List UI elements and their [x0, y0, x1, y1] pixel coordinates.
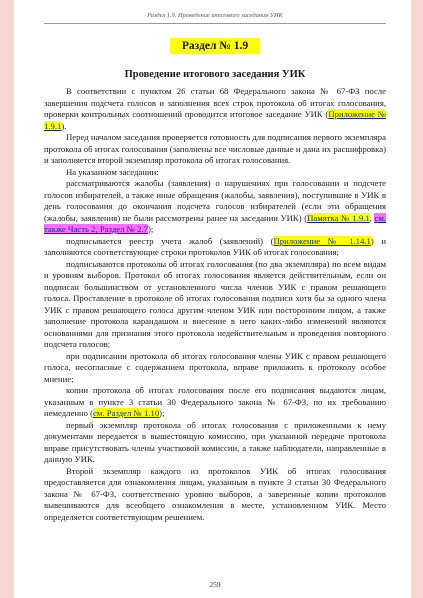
- paragraph-10: Второй экземпляр каждого из протоколов УИК об итогах голосования предоставляется для ознакомления лицам, указанным в пункте 3 статьи 30 Федерального закона № 67-ФЗ, соответственно уровню выборов, а заверенные копии протоколов вывешиваются для всеобщего ознакомления в месте, установленном УИК. Место определяется соответствующим решением.: [44, 465, 386, 522]
- text-run: );: [147, 224, 154, 234]
- paragraph-3: На указанном заседании:: [66, 166, 159, 177]
- paragraph-5: [44, 236, 386, 259]
- text-run: копии протокола об итогах голосования после его подписания выдаются лицам, указанным в пункте 3 статьи 30 Федерального закона № 67-ФЗ, по их требованию немедленно (: [44, 385, 386, 418]
- page-number: 259: [209, 580, 221, 589]
- link-part-2-section-2-7[interactable]: см. также Часть 2, Раздел № 2.7: [44, 212, 387, 234]
- link-memo-1-9-1[interactable]: Памятка № 1.9.1: [307, 212, 370, 223]
- paragraph-8: [44, 385, 386, 420]
- text-run: рассматриваются жалобы (заявления) о нарушениях при голосовании и подсчете голосов избирателей, а также иные обращения (жалобы, заявления), поступившие в УИК в день голосования до окончания подсчета голосов избирателей (если эти обращения (жалобы, заявления) не были рассмотрены ранее на заседании УИК) (: [44, 178, 386, 223]
- paragraph-7: при подписании протокола об итогах голосования члены УИК с правом решающего голоса, несогласные с содержанием протокола, вправе приложить к протоколу особое мнение;: [44, 350, 386, 384]
- link-section-1-10[interactable]: см. Раздел № 1.10: [93, 408, 160, 418]
- document-heading: Проведение итогового заседания УИК: [124, 69, 306, 80]
- right-margin-bar: [411, 0, 423, 598]
- left-margin-bar: [0, 0, 14, 598]
- section-title: [44, 36, 386, 54]
- paragraph-4: [44, 178, 386, 236]
- section-label: Раздел № 1.9: [170, 38, 260, 54]
- paragraph-9: первый экземпляр протокола об итогах голосования с приложенными к нему документами передается в вышестоящую комиссию, при указанной передаче протокола вправе присутствовать члены участковой комиссии, а также наблюдатели, направленные в данную УИК.: [44, 419, 386, 464]
- header-rule: [44, 23, 386, 24]
- paragraph-6: подписываются протоколы об итогах голосования (по два экземпляра) по всем видам и уровням выборов. Протокол об итогах голосования является действительным, если он подписан большинством от установленного числа членов УИК с правом решающего голоса. Проставление в протоколе об итогах голосования подписи хотя бы за одного члена УИК с правом решающего голоса другим членом УИК или посторонним лицом, а также заполнение протокола карандашом и внесение в него каких-либо изменений являются основаниями для признания этого протокола недействительным и проведения повторного подсчета голосов;: [44, 258, 386, 349]
- text-run: ) и заполняются соответствующие строки протоколов УИК об итогах голосования;: [44, 235, 386, 257]
- paragraph-1: [44, 86, 386, 132]
- text-run: ,: [369, 212, 375, 223]
- text-run: ).: [61, 120, 67, 131]
- running-header: Раздел 1.9. Проведение итогового заседания УИК: [147, 12, 283, 19]
- document-page: [44, 0, 386, 598]
- link-appendix-1-14-1[interactable]: Приложение № 1.14.1: [273, 235, 371, 246]
- body-text: [44, 86, 386, 523]
- link-appendix-1-9-1[interactable]: Приложение № 1.9.1: [44, 109, 386, 131]
- text-run: В соответствии с пунктом 26 статьи 68 Федерального закона № 67-ФЗ после завершения подсчета голосов и заполнения всех строк протокола об итогах голосования, проверки контрольных соотношений проводится итоговое заседание УИК (: [44, 86, 386, 119]
- paragraph-2: Перед началом заседания проверяется готовность для подписания первого экземпляра протокола об итогах голосования (заполнены все числовые данные и дана их расшифровка) и заполняется второй экземпляр протокола об итогах голосования.: [44, 132, 386, 165]
- text-run: подписывается реестр учета жалоб (заявлений) (: [66, 235, 274, 246]
- text-run: );: [159, 408, 165, 418]
